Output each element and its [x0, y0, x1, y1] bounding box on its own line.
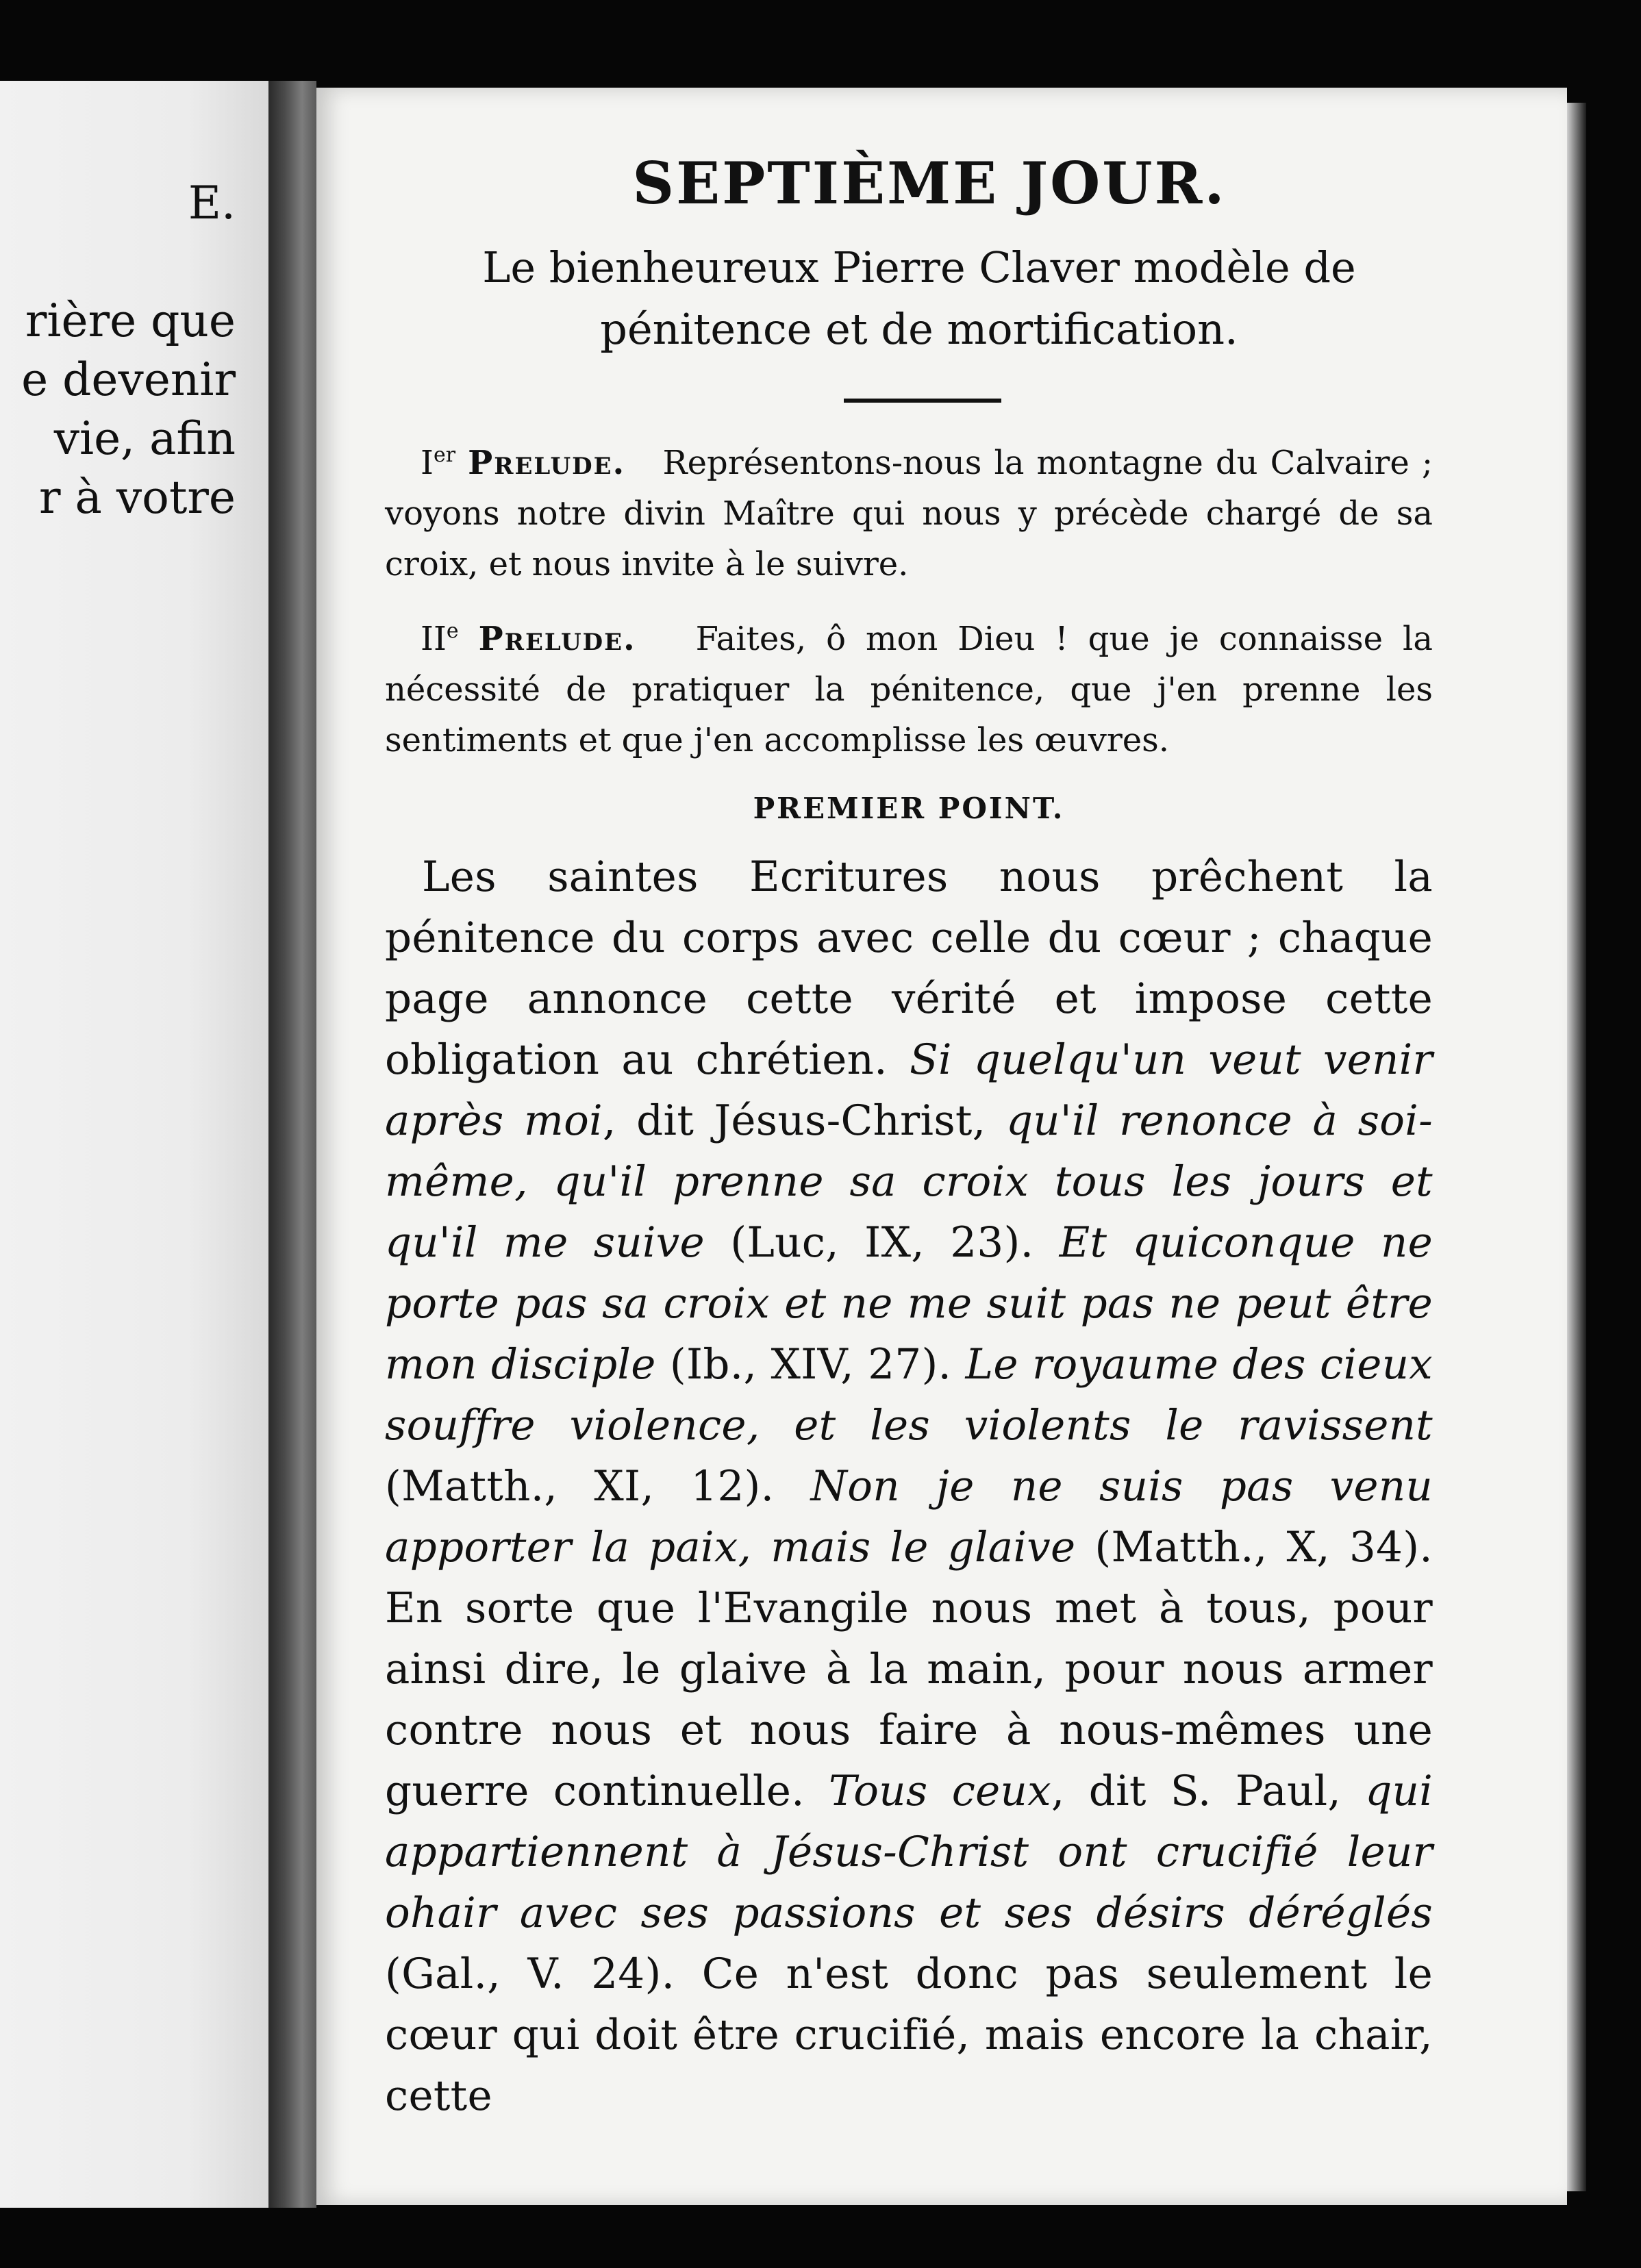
prelude-number-suffix: e	[446, 619, 459, 643]
left-page-line: e devenir	[21, 353, 236, 406]
prelude-first	[385, 430, 1433, 590]
prelude-label: Prelude.	[468, 444, 626, 482]
prelude-text: Représentons-nous la montagne du Calvaire ; voyons notre divin Maître qui nous y précède chargé de sa croix, et nous invite à le suivre.	[385, 444, 1433, 583]
subtitle-line: Le bienheureux Pierre Claver modèle de	[482, 242, 1356, 292]
body-text-run: Les saintes Ecritures nous prêchent la pénitence du corps avec celle du cœur ; chaque page annonce cette vérité et impose cette obligation au chrétien.	[385, 853, 1433, 1084]
section-heading: PREMIER POINT.	[753, 792, 1065, 825]
prelude-number: II	[421, 620, 447, 658]
left-page-line: E.	[188, 177, 236, 229]
body-text-run: (Matth., X, 34). En sorte que l'Evangile nous met à tous, pour ainsi dire, le glaive à la main, pour nous armer contre nous et nous faire à nous-mêmes une guerre continuelle.	[385, 1523, 1433, 1815]
book-page	[316, 88, 1567, 2205]
left-page-line: vie, afin	[53, 412, 236, 465]
body-text-run: , dit Jésus-Christ,	[602, 1096, 1006, 1145]
chapter-subtitle	[385, 237, 1433, 360]
page-edge	[1567, 103, 1586, 2191]
body-text-run: (Ib., XIV, 27).	[655, 1340, 966, 1389]
prelude-number: I	[421, 444, 434, 482]
chapter-title: SEPTIÈME JOUR.	[632, 149, 1227, 217]
subtitle-line: pénitence et de mortification.	[600, 304, 1238, 354]
left-page-line: rière que	[25, 294, 236, 347]
body-text-run: (Luc, IX, 23).	[704, 1218, 1060, 1267]
italic-quotation: Si quelqu'un veut venir après moi	[385, 1035, 1433, 1145]
body-paragraph	[385, 846, 1433, 2126]
body-text-run: (Gal., V. 24). Ce n'est donc pas seulement le cœur qui doit être crucifié, mais encore la chair, cette	[385, 1950, 1433, 2120]
prelude-second	[385, 606, 1433, 766]
italic-quotation: Non je ne suis pas venu apporter la paix, mais le glaive	[385, 1462, 1433, 1572]
italic-quotation: Le royaume des cieux souffre violence, et les violents le ravissent	[385, 1340, 1433, 1450]
body-text-run: , dit S. Paul,	[1051, 1767, 1366, 1815]
italic-quotation: qui appartiennent à Jésus-Christ ont crucifié leur ohair avec ses passions et ses désirs déréglés	[385, 1767, 1433, 1937]
left-page-fragment	[0, 81, 268, 2208]
book-gutter	[268, 81, 316, 2208]
italic-quotation: qu'il renonce à soi-même, qu'il prenne sa croix tous les jours et qu'il me suive	[385, 1096, 1433, 1267]
horizontal-rule	[844, 399, 1001, 403]
page-content	[385, 142, 1433, 2126]
italic-quotation: Et quiconque ne porte pas sa croix et ne me suit pas ne peut être mon disciple	[385, 1218, 1433, 1389]
prelude-label: Prelude.	[478, 620, 636, 658]
prelude-number-suffix: er	[433, 443, 456, 467]
prelude-text: Faites, ô mon Dieu ! que je connaisse la nécessité de pratiquer la pénitence, que j'en prenne les sentiments et que j'en accomplisse les œuvres.	[385, 620, 1433, 759]
left-page-line: r à votre	[38, 471, 236, 524]
body-text-run: (Matth., XI, 12).	[385, 1462, 811, 1511]
italic-quotation: Tous ceux	[829, 1767, 1051, 1815]
